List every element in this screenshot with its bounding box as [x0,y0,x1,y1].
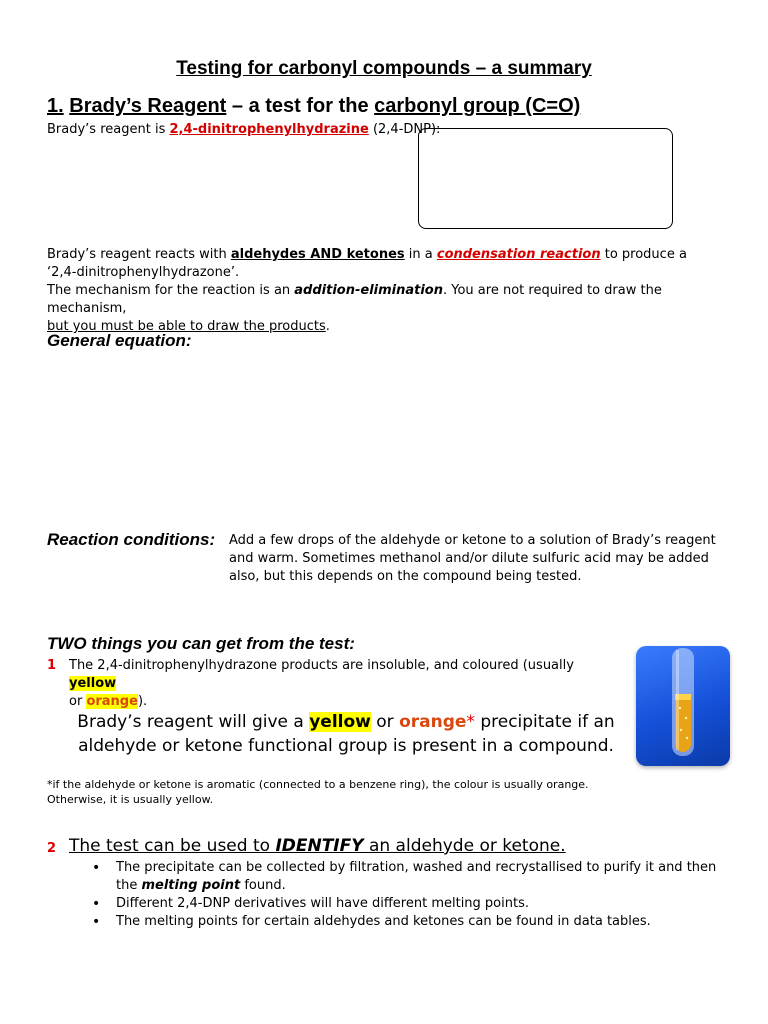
point-1-end: ). [137,694,148,709]
bullet-icon: • [92,860,101,876]
footnote-line-1: *if the aldehyde or ketone is aromatic (connected to a benzene ring), the colour is usually orange. [47,778,589,791]
mech-post: . You are not required to draw the mechanism, [47,283,662,316]
conditions-label: Reaction conditions: [47,530,216,549]
identify-bullets [92,859,722,931]
reacts-mid: in a [404,247,437,262]
dnp-name: 2,4-dinitrophenylhydrazine [169,122,369,137]
bullet-item [92,859,722,895]
point-1-text [69,657,619,711]
page-title [0,58,768,80]
key-statement [66,710,626,758]
statement-yellow: yellow [309,712,371,732]
statement-star: * [466,712,475,732]
condensation-reaction: condensation reaction [436,247,601,262]
bullet-3-text: The melting points for certain aldehydes and ketones can be found in data tables. [116,914,651,929]
melting-point: melting point [141,878,241,893]
footnote [47,777,589,807]
bullet-2-text: Different 2,4-DNP derivatives will have different melting points. [116,896,529,911]
title-text: Testing for carbonyl compounds – a summary [176,58,592,79]
reagent-intro [47,121,440,139]
yellow-word: yellow [69,676,117,691]
statement-orange: orange [399,712,467,732]
bullet-icon: • [92,896,101,912]
bullet-icon: • [92,914,101,930]
test-tube-icon [636,646,730,766]
two-things-heading: TWO things you can get from the test: [47,634,355,653]
bullet-item [92,913,722,931]
point-1-pre: The 2,4-dinitrophenylhydrazone products are insoluble, and coloured (usually [69,658,574,673]
orange-word: orange [86,694,138,709]
aldehydes-ketones: aldehydes AND ketones [230,247,405,262]
bullet-1-post: found. [240,878,286,893]
point-2-number: 2 [47,841,57,856]
point-2-heading [69,836,566,856]
reacts-pre: Brady’s reagent reacts with [47,247,231,262]
statement-post: precipitate if an aldehyde or ketone functional group is present in a compound. [78,712,615,756]
test-tube-image [636,646,730,766]
structure-box [418,128,673,229]
general-equation-heading: General equation: [47,331,192,350]
mech-end: . [325,319,330,334]
heading-dash: – a test for the [226,95,375,117]
conditions-text: Add a few drops of the aldehyde or ketone to a solution of Brady’s reagent and warm. Sometimes methanol and/or dilute sulfuric acid may be added also, but this depends on the compound being tested. [229,533,716,584]
section-1-heading [47,95,580,118]
point-1-number: 1 [47,658,57,673]
reaction-description [47,246,719,336]
point-2-post: an aldehyde or ketone. [363,836,566,856]
footnote-line-2: Otherwise, it is usually yellow. [47,793,214,806]
reagent-name: Brady’s Reagent [69,95,227,117]
intro-pre: Brady’s reagent is [47,122,170,137]
addition-elimination: addition-elimination [294,283,443,298]
identify-word: IDENTIFY [275,836,364,856]
intro-post: (2,4-DNP): [368,122,441,137]
point-2-pre: The test can be used to [69,836,276,856]
statement-or: or [370,712,400,732]
reacts-post: to produce a ‘2,4-dinitrophenylhydrazone’. [47,247,687,280]
point-1-or: or [69,694,87,709]
carbonyl-group: carbonyl group (C=O) [374,95,581,117]
bullet-item [92,895,722,913]
bullet-1-pre: The precipitate can be collected by filtration, washed and recrystallised to purify it and then the [116,860,717,893]
statement-pre: Brady’s reagent will give a [77,712,310,732]
draw-products: but you must be able to draw the products [47,319,326,334]
section-number: 1. [47,95,64,117]
mech-pre: The mechanism for the reaction is an [47,283,295,298]
